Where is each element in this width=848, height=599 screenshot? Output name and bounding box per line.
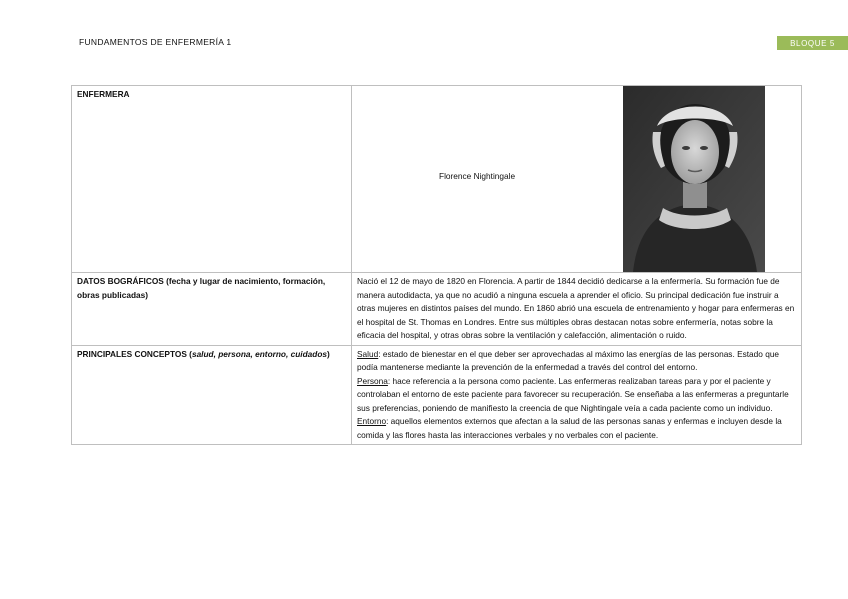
concepts-label-close: ) [327, 348, 330, 359]
biography-label: DATOS BOGRÁFICOS [77, 276, 164, 286]
value-cell-nurse [352, 86, 802, 273]
concept-environment [357, 415, 796, 442]
portrait-illustration [623, 86, 765, 272]
label-cell-concepts [72, 345, 352, 445]
concept-term: Persona [357, 375, 388, 386]
document-header-title: FUNDAMENTOS DE ENFERMERÍA 1 [79, 37, 232, 47]
label-cell-biography [72, 273, 352, 346]
value-cell-concepts [352, 345, 802, 445]
biography-label-detail: (fecha y lugar de nacimiento, formación, obras publicadas) [77, 276, 326, 300]
concepts-label: PRINCIPALES CONCEPTOS [77, 348, 187, 359]
concept-text: : estado de bienestar en el que deber ser aprovechadas al máximo las energías de las personas. Estado que podía mantenerse mediante la prevención de la enfermedad a través del control del entorno. [357, 348, 780, 372]
table-row-biography [72, 273, 802, 346]
concept-text: : aquellos elementos externos que afectan a la salud de las personas sanas y enfermas e incluyen desde la comida y las flores hasta las interacciones verbales y no verbales con el paciente. [357, 416, 782, 440]
block-badge: BLOQUE 5 [777, 36, 848, 50]
concept-term: Entorno [357, 416, 387, 426]
label-cell-nurse [72, 86, 352, 273]
concept-text: : hace referencia a la persona como paciente. Las enfermeras realizaban tareas para y por el paciente y controlaban el entorno de este paciente para favorecer su recuperación. Se enseñaba a las enfermeras a preguntarle sus preferencias, poniendo de manifiesto la creencia de que Nightingale veía a cada paciente como un individuo. [357, 375, 789, 413]
nurse-label: ENFERMERA [77, 89, 130, 99]
concept-term: Salud [357, 348, 379, 359]
table-row-nurse [72, 86, 802, 273]
concepts-label-italic: salud, persona, entorno, cuidados [191, 348, 328, 359]
concept-health [357, 348, 796, 375]
value-cell-biography [352, 273, 802, 346]
concept-person [357, 375, 796, 416]
table-row-concepts [72, 345, 802, 445]
nurse-name: Florence Nightingale [439, 171, 516, 181]
biography-text: Nació el 12 de mayo de 1820 en Florencia. A partir de 1844 decidió dedicarse a la enfermería. Su formación fue de manera autodidacta, ya que no acudió a ninguna escuela a aprender el oficio. Su principal dedicación fue instruir a otras mujeres en distintos países del mundo. En 1860 abrió una escuela de entrenamiento y hogar para enfermeras en el hospital de St. Thomas en Londres. Entre sus múltiples obras destacan notas sobre enfermería, notas sobre la eficacia del hospital, y otras obras sobre la ventilación y calefacción, alimentación o ruido. [357, 276, 795, 340]
nurse-info-table [71, 85, 802, 445]
concepts-label-open: ( [186, 348, 192, 359]
portrait-photo [623, 86, 765, 272]
